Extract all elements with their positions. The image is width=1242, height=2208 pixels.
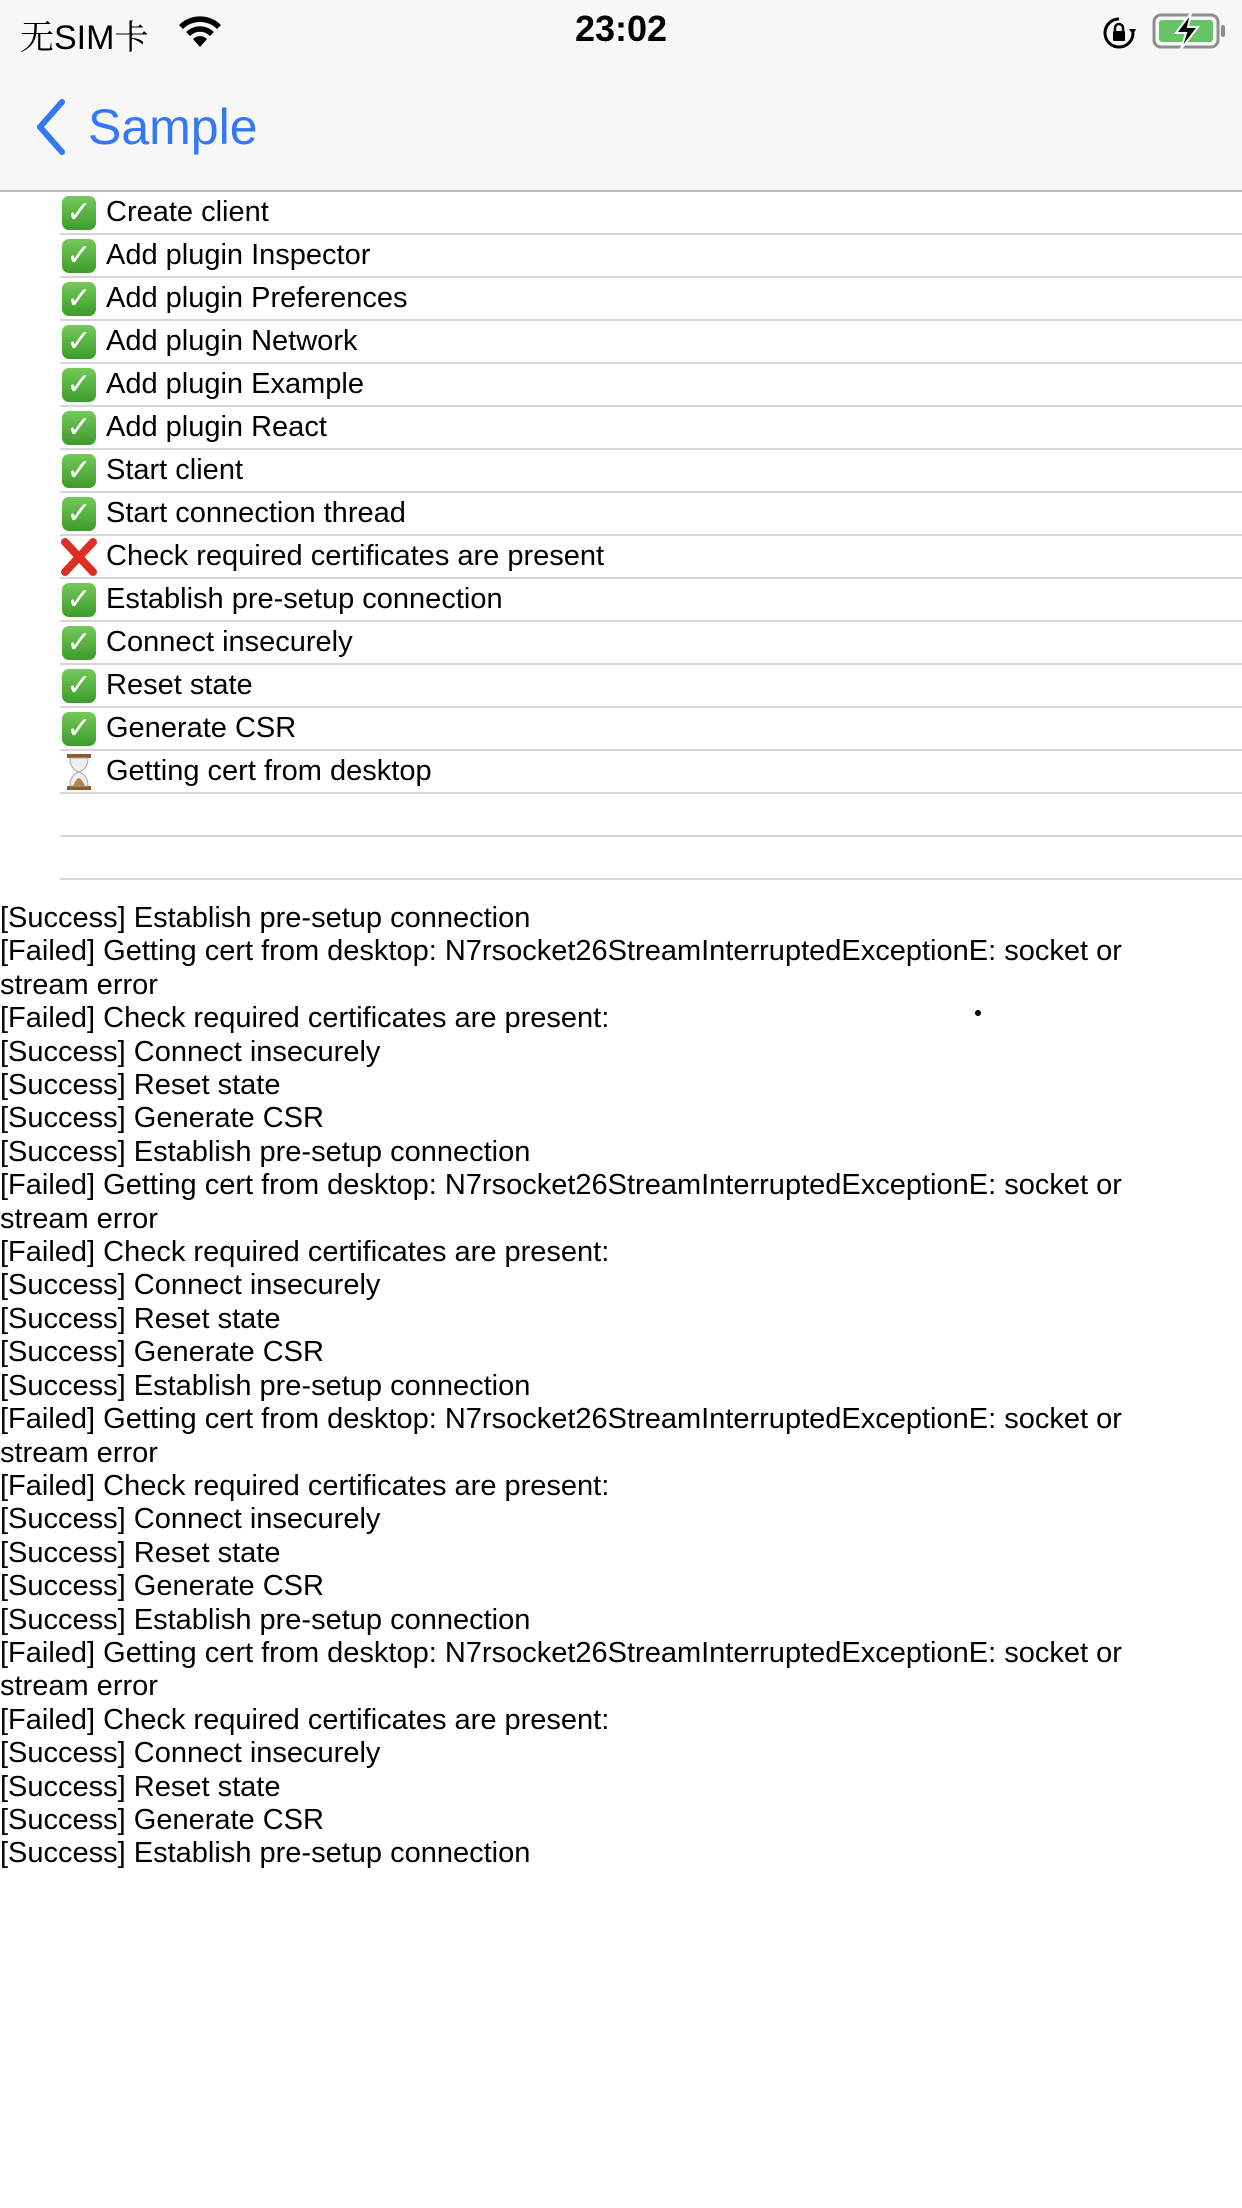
log-line: [Success] Establish pre-setup connection: [0, 1603, 531, 1636]
log-line: [Success] Establish pre-setup connection: [0, 1135, 531, 1168]
log-line: [Success] Connect insecurely: [0, 1035, 381, 1068]
step-row: [60, 450, 1242, 493]
log-line: [Failed] Check required certificates are present:: [0, 1002, 610, 1035]
log-line: [Success] Establish pre-setup connection: [0, 902, 531, 934]
step-label: Add plugin React: [106, 411, 327, 443]
step-row: [60, 493, 1242, 536]
check-icon: ✓: [60, 495, 98, 533]
clock: 23:02: [574, 8, 668, 49]
touch-indicator: [975, 1010, 981, 1016]
step-row: [60, 536, 1242, 579]
step-row: [60, 407, 1242, 450]
check-icon: ✓: [60, 280, 98, 318]
check-icon: ✓: [60, 581, 98, 619]
log-line: [Success] Generate CSR: [0, 1570, 324, 1603]
steps-list: [60, 192, 1242, 880]
step-row: [60, 751, 1242, 794]
log-line: [Failed] Getting cert from desktop: N7rsocket26StreamInterruptedExceptionE: socket or stream error: [0, 1169, 1122, 1235]
step-label: Add plugin Preferences: [106, 282, 408, 314]
log-line: [Success] Establish pre-setup connection: [0, 1837, 531, 1870]
chevron-left-icon: [34, 98, 66, 156]
step-label: Add plugin Example: [106, 368, 364, 400]
log-line: [Success] Generate CSR: [0, 1102, 324, 1135]
log-line: [Failed] Check required certificates are present:: [0, 1703, 610, 1736]
step-label: Add plugin Network: [106, 325, 358, 357]
step-label: Add plugin Inspector: [106, 239, 371, 271]
step-row: [60, 278, 1242, 321]
step-label: Create client: [106, 196, 269, 228]
step-row: [60, 364, 1242, 407]
cross-icon: [60, 538, 98, 576]
log-line: [Failed] Check required certificates are present:: [0, 1469, 610, 1502]
log-line: [Success] Reset state: [0, 1770, 281, 1803]
check-icon: ✓: [60, 452, 98, 490]
step-row: [60, 321, 1242, 364]
check-icon: ✓: [60, 624, 98, 662]
log-line: [Success] Reset state: [0, 1536, 281, 1569]
check-icon: ✓: [60, 366, 98, 404]
log-line: [Success] Connect insecurely: [0, 1269, 381, 1302]
check-icon: ✓: [60, 237, 98, 275]
log-line: [Failed] Getting cert from desktop: N7rsocket26StreamInterruptedExceptionE: socket or stream error: [0, 1636, 1122, 1703]
log-line: [Success] Generate CSR: [0, 1803, 324, 1836]
log-line: [Success] Establish pre-setup connection: [0, 1369, 531, 1402]
check-icon: ✓: [60, 409, 98, 447]
step-label: Connect insecurely: [106, 626, 353, 658]
orientation-lock-icon: [1102, 16, 1136, 55]
step-label: Start connection thread: [106, 497, 406, 529]
log-line: [Success] Connect insecurely: [0, 1503, 381, 1536]
step-row: [60, 579, 1242, 622]
log-line: [Success] Connect insecurely: [0, 1737, 381, 1770]
step-row: [60, 708, 1242, 751]
log-line: [Failed] Getting cert from desktop: N7rsocket26StreamInterruptedExceptionE: socket or stream error: [0, 1403, 1122, 1469]
log-line: [Success] Reset state: [0, 1069, 281, 1102]
step-row-empty: [60, 837, 1242, 880]
check-icon: ✓: [60, 667, 98, 705]
step-label: Generate CSR: [106, 712, 297, 744]
step-label: Check required certificates are present: [106, 540, 605, 572]
step-label: Getting cert from desktop: [106, 755, 432, 787]
check-icon: ✓: [60, 323, 98, 361]
step-row: [60, 665, 1242, 708]
hourglass-icon: [60, 753, 98, 791]
check-icon: ✓: [60, 194, 98, 232]
battery-charging-icon: [1152, 12, 1228, 55]
log-line: [Success] Generate CSR: [0, 1336, 324, 1369]
status-bar: [0, 0, 1242, 60]
carrier-label: 无SIM卡: [20, 19, 149, 57]
back-button[interactable]: [34, 92, 258, 162]
step-row: [60, 192, 1242, 235]
log-line: [Success] Reset state: [0, 1302, 281, 1335]
check-icon: ✓: [60, 710, 98, 748]
back-label: Sample: [88, 99, 258, 155]
step-row: [60, 622, 1242, 665]
log-line: [Failed] Check required certificates are present:: [0, 1236, 610, 1269]
top-bar: [0, 0, 1242, 192]
step-label: Start client: [106, 454, 243, 486]
step-label: Reset state: [106, 669, 253, 701]
log-line: [Failed] Getting cert from desktop: N7rsocket26StreamInterruptedExceptionE: socket or stream error: [0, 935, 1122, 1001]
log-output: [0, 902, 1200, 1871]
step-row: [60, 235, 1242, 278]
step-row-empty: [60, 794, 1242, 837]
step-label: Establish pre-setup connection: [106, 583, 503, 615]
